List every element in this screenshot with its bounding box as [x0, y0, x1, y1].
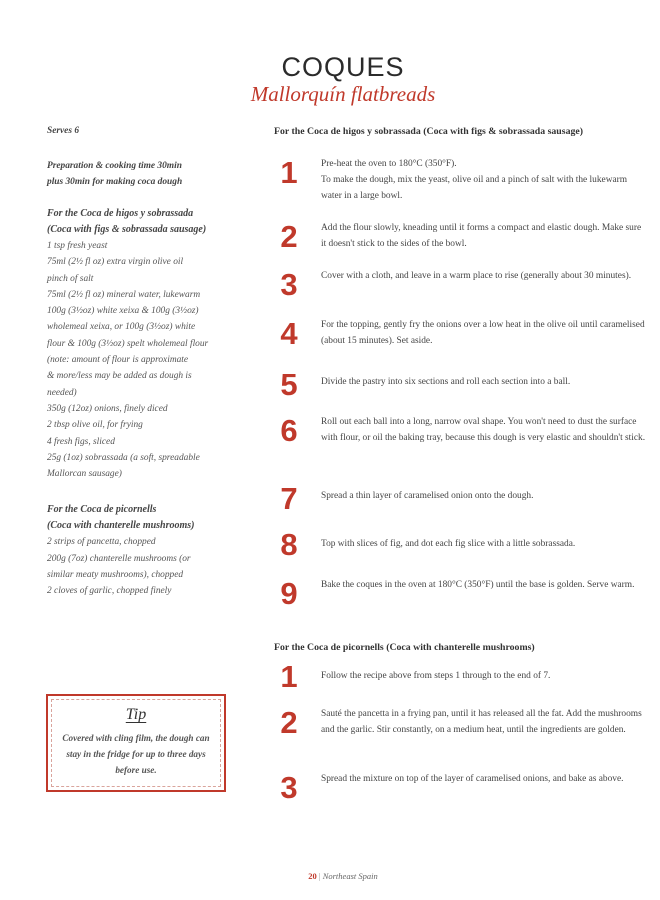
- step-text: Add the flour slowly, kneading until it forms a compact and elastic dough. Make sure it doesn't stick to the sides of the bowl.: [321, 223, 642, 249]
- step-text: Pre-heat the oven to 180°C (350°F). To make the dough, mix the yeast, olive oil and a pinch of salt with the lukewarm water in a large bowl.: [321, 159, 628, 201]
- tip-box: [46, 694, 226, 792]
- step-number: 3: [280, 267, 298, 302]
- page-title: COQUES: [281, 52, 405, 82]
- step-text: For the topping, gently fry the onions over a low heat in the olive oil until caramelised (about 15 minutes). Set aside.: [321, 320, 645, 346]
- chapter-name: Northeast Spain: [322, 871, 378, 881]
- ingredient-item: 1 tsp fresh yeast: [47, 241, 108, 251]
- ingredient-item: 2 tbsp olive oil, for frying: [47, 420, 143, 431]
- page-subtitle: Mallorquín flatbreads: [250, 82, 436, 106]
- ingredient-item: 75ml (2½ fl oz) extra virgin olive oil: [47, 257, 184, 268]
- step-text: Cover with a cloth, and leave in a warm place to rise (generally about 30 minutes).: [321, 271, 632, 281]
- step-number: 1: [280, 659, 298, 694]
- step-text: Spread a thin layer of caramelised onion onto the dough.: [321, 491, 534, 501]
- footer-separator: |: [318, 871, 321, 881]
- ingredient-item: 2 cloves of garlic, chopped finely: [47, 586, 172, 597]
- ingredients-heading-figs: For the Coca de higos y sobrassada (Coca with figs & sobrassada sausage): [47, 208, 207, 235]
- step-number: 7: [280, 481, 298, 516]
- ingredient-item: 2 strips of pancetta, chopped: [47, 537, 156, 548]
- step-number: 1: [280, 155, 298, 190]
- page-footer: [0, 871, 660, 881]
- tip-text: Covered with cling film, the dough can stay in the fridge for up to three days before use.: [62, 733, 210, 775]
- serves-info: Serves 6: [47, 126, 80, 136]
- page-number: 20: [308, 871, 317, 881]
- step-text: Sauté the pancetta in a frying pan, until it has released all the fat. Add the mushrooms and the garlic. Stir constantly, on a medium heat, until the ingredients are golden.: [321, 709, 642, 735]
- step-number: 6: [280, 413, 298, 448]
- ingredient-item: 4 fresh figs, sliced: [47, 436, 115, 447]
- step-number: 2: [280, 219, 298, 254]
- ingredients-heading-mushrooms: For the Coca de picornells (Coca with chanterelle mushrooms): [47, 504, 195, 532]
- prep-time: Preparation & cooking time 30min plus 30min for making coca dough: [47, 161, 183, 187]
- step-text: Divide the pastry into six sections and roll each section into a ball.: [321, 377, 571, 387]
- step-text: Follow the recipe above from steps 1 through to the end of 7.: [321, 671, 551, 681]
- step-number: 9: [280, 576, 298, 611]
- step-number: 5: [280, 367, 298, 402]
- ingredients-list-mushrooms: [47, 534, 262, 599]
- method-heading-mushrooms: For the Coca de picornells (Coca with chanterelle mushrooms): [274, 642, 535, 653]
- ingredient-item: 75ml (2½ fl oz) mineral water, lukewarm: [47, 289, 201, 300]
- ingredients-list-figs: [47, 238, 262, 482]
- ingredient-item: 350g (12oz) onions, finely diced: [47, 403, 168, 414]
- ingredient-item: 100g (3½oz) white xeixa & 100g (3½oz) wholemeal xeixa, or 100g (3½oz) white flour & 100g (3½oz) spelt wholemeal flour (note: amount of flour is approximate & more/less may be added as dough is needed): [47, 306, 209, 398]
- ingredients-column: [47, 126, 262, 620]
- tip-title: Tip: [125, 706, 147, 723]
- step-number: 8: [280, 527, 298, 562]
- step-text: Top with slices of fig, and dot each fig slice with a little sobrassada.: [321, 539, 576, 549]
- step-number: 3: [280, 770, 298, 805]
- step-text: Bake the coques in the oven at 180°C (350°F) until the base is golden. Serve warm.: [321, 580, 635, 590]
- ingredient-item: 200g (7oz) chanterelle mushrooms (or similar meaty mushrooms), chopped: [47, 553, 191, 581]
- step-text: Roll out each ball into a long, narrow oval shape. You won't need to dust the surface with flour, or oil the baking tray, because this dough is very elastic and shouldn't stick.: [321, 417, 646, 443]
- step-text: Spread the mixture on top of the layer of caramelised onions, and bake as above.: [321, 774, 624, 784]
- ingredient-item: pinch of salt: [47, 273, 94, 284]
- ingredient-item: 25g (1oz) sobrassada (a soft, spreadable Mallorcan sausage): [47, 452, 200, 480]
- method-heading-figs: For the Coca de higos y sobrassada (Coca with figs & sobrassada sausage): [274, 126, 583, 137]
- step-number: 4: [280, 316, 298, 351]
- step-number: 2: [280, 705, 298, 740]
